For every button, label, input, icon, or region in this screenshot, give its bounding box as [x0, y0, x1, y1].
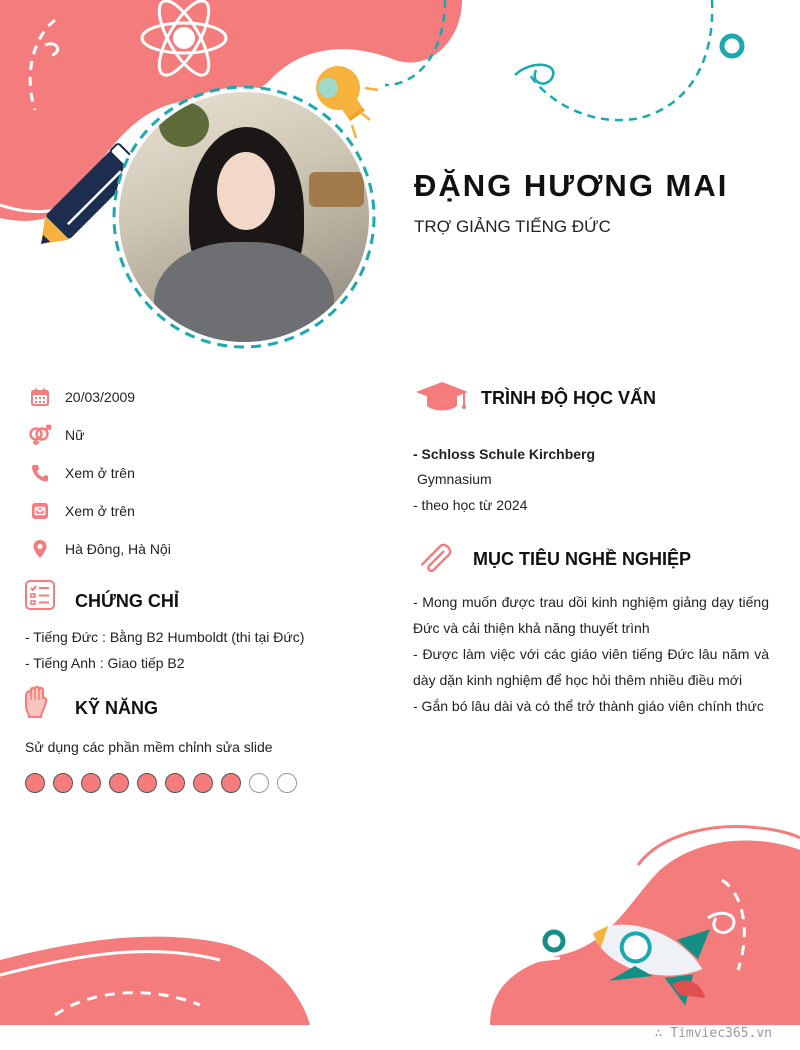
skill-rating: [25, 773, 297, 793]
photo-basket: [309, 172, 364, 207]
certificates-title: CHỨNG CHỈ: [75, 591, 179, 611]
education-period: - theo học từ 2024: [413, 497, 528, 513]
contact-text: Xem ở trên: [65, 465, 135, 481]
contact-text: Xem ở trên: [65, 503, 135, 519]
teal-ring-small-icon: [545, 932, 563, 950]
photo-wreath: [159, 102, 209, 147]
calendar-icon: [28, 385, 52, 409]
objective-item: - Mong muốn được trau dồi kinh nghiệm giảng dạy tiếng Đức và cải thiện khả năng thuyết trình: [413, 594, 769, 636]
contact-text: Nữ: [65, 427, 85, 443]
certificate-list-icon: [23, 578, 57, 612]
profile-photo: [119, 92, 369, 342]
contact-text: 20/03/2009: [65, 389, 136, 405]
contact-dob: [28, 385, 135, 409]
rating-dot-filled: [193, 773, 213, 793]
contact-email: [28, 499, 135, 523]
photo-sweater: [154, 242, 334, 342]
bottom-left-blob: [0, 937, 310, 1025]
education-title: TRÌNH ĐỘ HỌC VẤN: [481, 388, 656, 408]
gender-icon: [28, 423, 52, 447]
skill-name: Sử dụng các phần mềm chỉnh sửa slide: [25, 739, 273, 755]
graduation-cap-icon: [414, 380, 470, 414]
rating-dot-filled: [109, 773, 129, 793]
skills-title: KỸ NĂNG: [75, 698, 159, 718]
rating-dot-filled: [165, 773, 185, 793]
paperclip-icon: [414, 538, 460, 578]
hand-fist-icon: [22, 684, 50, 720]
contact-text: Hà Đông, Hà Nội: [65, 541, 171, 557]
rating-dot-filled: [137, 773, 157, 793]
rating-dot-filled: [53, 773, 73, 793]
rating-dot-filled: [81, 773, 101, 793]
rating-dot-filled: [25, 773, 45, 793]
candidate-name: ĐẶNG HƯƠNG MAI: [414, 168, 729, 203]
contact-location: [28, 537, 171, 561]
rating-dot-empty: [277, 773, 297, 793]
location-icon: [28, 537, 52, 561]
objective-item: - Gắn bó lâu dài và có thể trở thành giáo viên chính thức: [413, 698, 764, 714]
candidate-role: TRỢ GIẢNG TIẾNG ĐỨC: [414, 217, 611, 236]
phone-icon: [28, 461, 52, 485]
education-degree: Gymnasium: [417, 471, 492, 487]
email-icon: [28, 499, 52, 523]
objective-title: MỤC TIÊU NGHỀ NGHIỆP: [473, 549, 692, 569]
photo-face: [217, 152, 275, 230]
dashed-arc-top-right: [528, 0, 712, 120]
certificate-item: - Tiếng Anh : Giao tiếp B2: [25, 655, 185, 671]
rating-dot-filled: [221, 773, 241, 793]
teal-ring-icon: [722, 36, 742, 56]
objective-list: [413, 589, 769, 719]
watermark: ∴ Timviec365.vn: [654, 1026, 772, 1041]
education-school: - Schloss Schule Kirchberg: [413, 446, 596, 462]
certificate-item: - Tiếng Đức : Bằng B2 Humboldt (thi tại Đức): [25, 629, 305, 645]
contact-gender: [28, 423, 84, 447]
objective-item: - Được làm việc với các giáo viên tiếng Đức lâu năm và dày dặn kinh nghiệm để học hỏi thêm nhiều điều mới: [413, 646, 769, 688]
contact-phone: [28, 461, 135, 485]
rating-dot-empty: [249, 773, 269, 793]
